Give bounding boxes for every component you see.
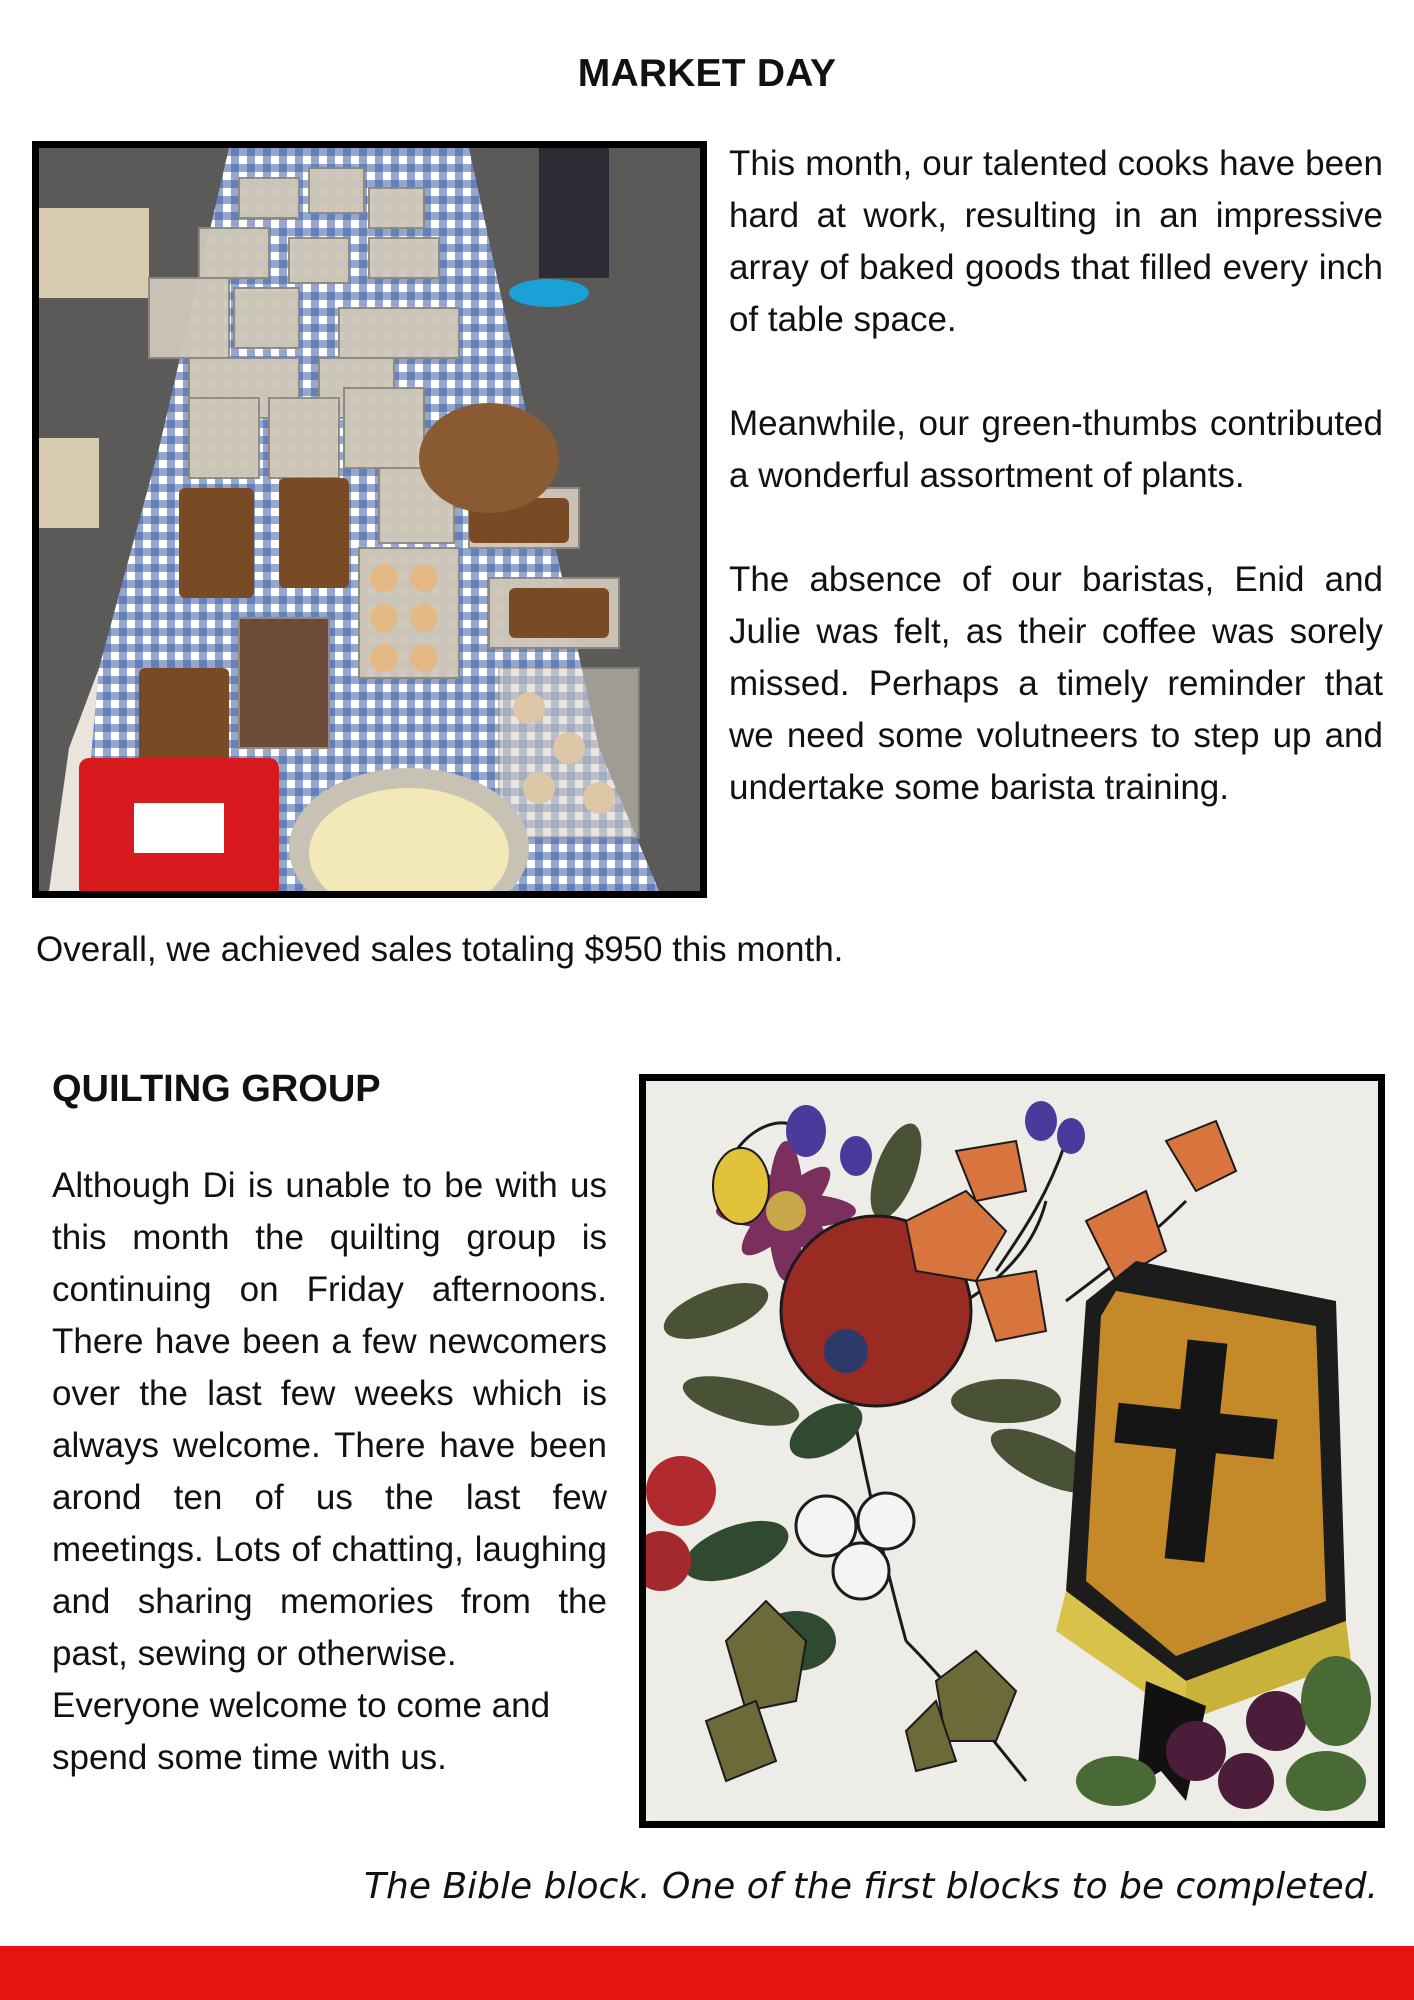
footer-bar [0, 1946, 1414, 2000]
market-day-body [729, 138, 1383, 814]
quilt-photo-caption: The Bible block. One of the first blocks to be completed. [364, 1866, 1378, 1907]
bake-sale-photo [32, 141, 707, 898]
market-paragraph-baristas: The absence of our baristas, Enid and Julie was felt, as their coffee was sorely missed. Perhaps a timely reminder that we need some volutneers to step up and undertake some barista training. [729, 560, 1383, 807]
quilting-paragraph-welcome: Everyone welcome to come and spend some time with us. [52, 1686, 551, 1777]
market-sales-summary: Overall, we achieved sales totaling $950 this month. [36, 930, 844, 969]
quilting-group-title: QUILTING GROUP [52, 1068, 381, 1110]
quilting-paragraph-main: Although Di is unable to be with us this month the quilting group is continuing on Friday afternoons. There have been a few newcomers over the last few weeks which is always welcome. There have been arond ten of us the last few meetings. Lots of chatting, laughing and sharing memories from the past, sewing or otherwise. [52, 1166, 607, 1673]
market-paragraph-plants: Meanwhile, our green-thumbs contributed a wonderful assortment of plants. [729, 404, 1383, 495]
market-day-title: MARKET DAY [577, 52, 837, 95]
market-paragraph-cooks: This month, our talented cooks have been hard at work, resulting in an impressive array of baked goods that filled every inch of table space. [729, 144, 1383, 339]
quilting-group-body [52, 1160, 607, 1784]
bible-quilt-block-photo [639, 1074, 1385, 1828]
